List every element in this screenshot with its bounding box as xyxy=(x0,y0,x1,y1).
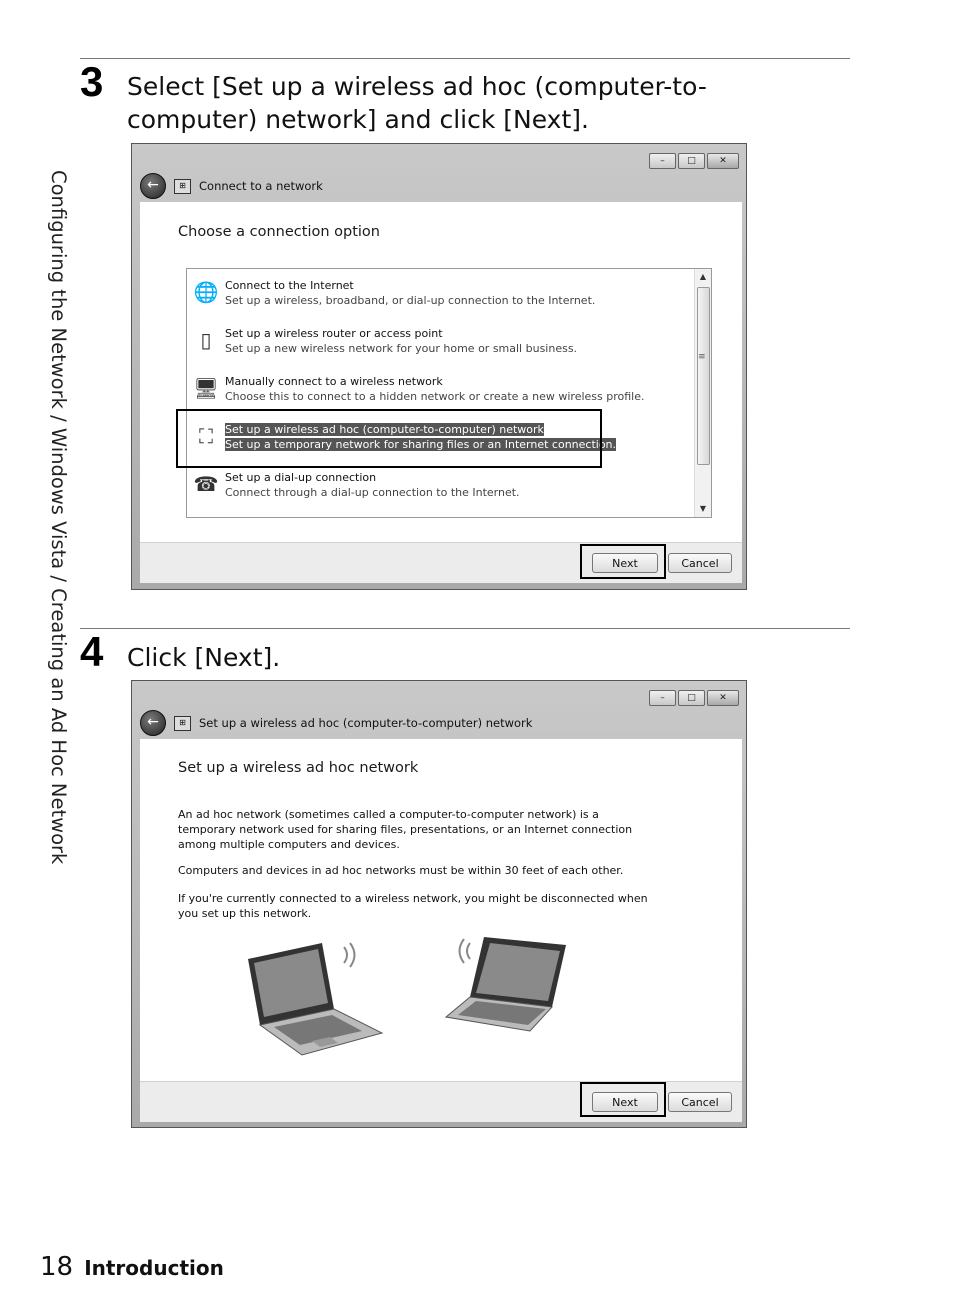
next-button[interactable]: Next xyxy=(592,1092,658,1112)
computer-icon: 🖥 xyxy=(193,376,219,400)
laptop-left-illustration xyxy=(240,929,400,1059)
close-button[interactable]: ✕ xyxy=(707,690,739,706)
option-description: Set up a temporary network for sharing files or an Internet connection. xyxy=(225,438,617,451)
next-button-highlight xyxy=(580,544,666,579)
connect-network-window xyxy=(131,143,747,590)
window-navbar xyxy=(140,709,730,737)
next-button-highlight xyxy=(580,1082,666,1117)
step-4-divider xyxy=(80,628,850,629)
router-icon: ▯ xyxy=(200,328,212,352)
option-description: Set up a new wireless network for your home or small business. xyxy=(225,342,578,355)
option-title: Manually connect to a wireless network xyxy=(225,375,443,388)
option-connect-internet[interactable] xyxy=(187,269,695,315)
option-description: Set up a wireless, broadband, or dial-up connection to the Internet. xyxy=(225,294,596,307)
window-title: Connect to a network xyxy=(199,179,323,193)
page-heading: Set up a wireless ad hoc network xyxy=(178,760,419,776)
section-name: Introduction xyxy=(84,1256,224,1280)
page-footer xyxy=(40,1252,224,1282)
window-controls xyxy=(649,690,739,706)
maximize-button[interactable]: □ xyxy=(678,690,705,706)
option-description: Connect through a dial-up connection to the Internet. xyxy=(225,486,520,499)
laptop-right-illustration xyxy=(440,927,580,1037)
close-button[interactable]: ✕ xyxy=(707,153,739,169)
option-title: Set up a wireless router or access point xyxy=(225,327,443,340)
cancel-button[interactable]: Cancel xyxy=(668,553,732,573)
cancel-button[interactable]: Cancel xyxy=(668,1092,732,1112)
option-title: Set up a wireless ad hoc (computer-to-computer) network xyxy=(225,423,544,436)
option-title: Set up a dial-up connection xyxy=(225,471,377,484)
adhoc-network-icon: ⛶ xyxy=(199,424,213,448)
list-scrollbar[interactable] xyxy=(694,269,711,517)
phone-icon: ☎ xyxy=(193,472,219,496)
window-navbar xyxy=(140,172,730,200)
minimize-button[interactable]: – xyxy=(649,153,676,169)
scroll-up-icon[interactable]: ▲ xyxy=(699,272,707,281)
window-content xyxy=(140,739,742,1081)
option-wireless-router[interactable] xyxy=(187,317,695,363)
option-manual-connect[interactable] xyxy=(187,365,695,411)
minimize-button[interactable]: – xyxy=(649,690,676,706)
connection-options-list xyxy=(186,268,712,518)
scroll-down-icon[interactable]: ▼ xyxy=(699,504,707,513)
network-icon: ⊞ xyxy=(174,716,191,731)
globe-icon: 🌐 xyxy=(193,280,219,304)
scroll-thumb[interactable] xyxy=(697,287,710,465)
step-3-number: 3 xyxy=(80,58,104,105)
window-content xyxy=(140,202,742,542)
next-button[interactable]: Next xyxy=(592,553,658,573)
page-heading: Choose a connection option xyxy=(178,224,380,240)
option-title: Connect to the Internet xyxy=(225,279,354,292)
scroll-grip-icon: ≡ xyxy=(698,352,706,362)
back-arrow-icon[interactable]: ← xyxy=(140,173,166,199)
step-4-number: 4 xyxy=(80,628,104,675)
adhoc-setup-window xyxy=(131,680,747,1128)
disconnect-warning-paragraph: If you're currently connected to a wireless network, you might be disconnected when you set up this network. xyxy=(178,892,648,920)
window-controls xyxy=(649,153,739,169)
option-description: Choose this to connect to a hidden network or create a new wireless profile. xyxy=(225,390,645,403)
back-arrow-icon[interactable]: ← xyxy=(140,710,166,736)
network-icon: ⊞ xyxy=(174,179,191,194)
adhoc-option-highlight xyxy=(176,409,602,468)
maximize-button[interactable]: □ xyxy=(678,153,705,169)
side-chapter-title: Configuring the Network / Windows Vista / Creating an Ad Hoc Network xyxy=(47,170,70,865)
step-4-instruction: Click [Next]. xyxy=(127,643,281,672)
step-3-divider xyxy=(80,58,850,59)
window-title: Set up a wireless ad hoc (computer-to-computer) network xyxy=(199,716,533,730)
range-note-paragraph: Computers and devices in ad hoc networks must be within 30 feet of each other. xyxy=(178,864,624,877)
page-number: 18 xyxy=(40,1252,74,1282)
adhoc-description-paragraph: An ad hoc network (sometimes called a computer-to-computer network) is a temporary network used for sharing files, presentations, or an Internet connection among multiple computers and devices. xyxy=(178,808,633,851)
step-3-instruction: Select [Set up a wireless ad hoc (computer-to-computer) network] and click [Next]. xyxy=(127,72,707,134)
